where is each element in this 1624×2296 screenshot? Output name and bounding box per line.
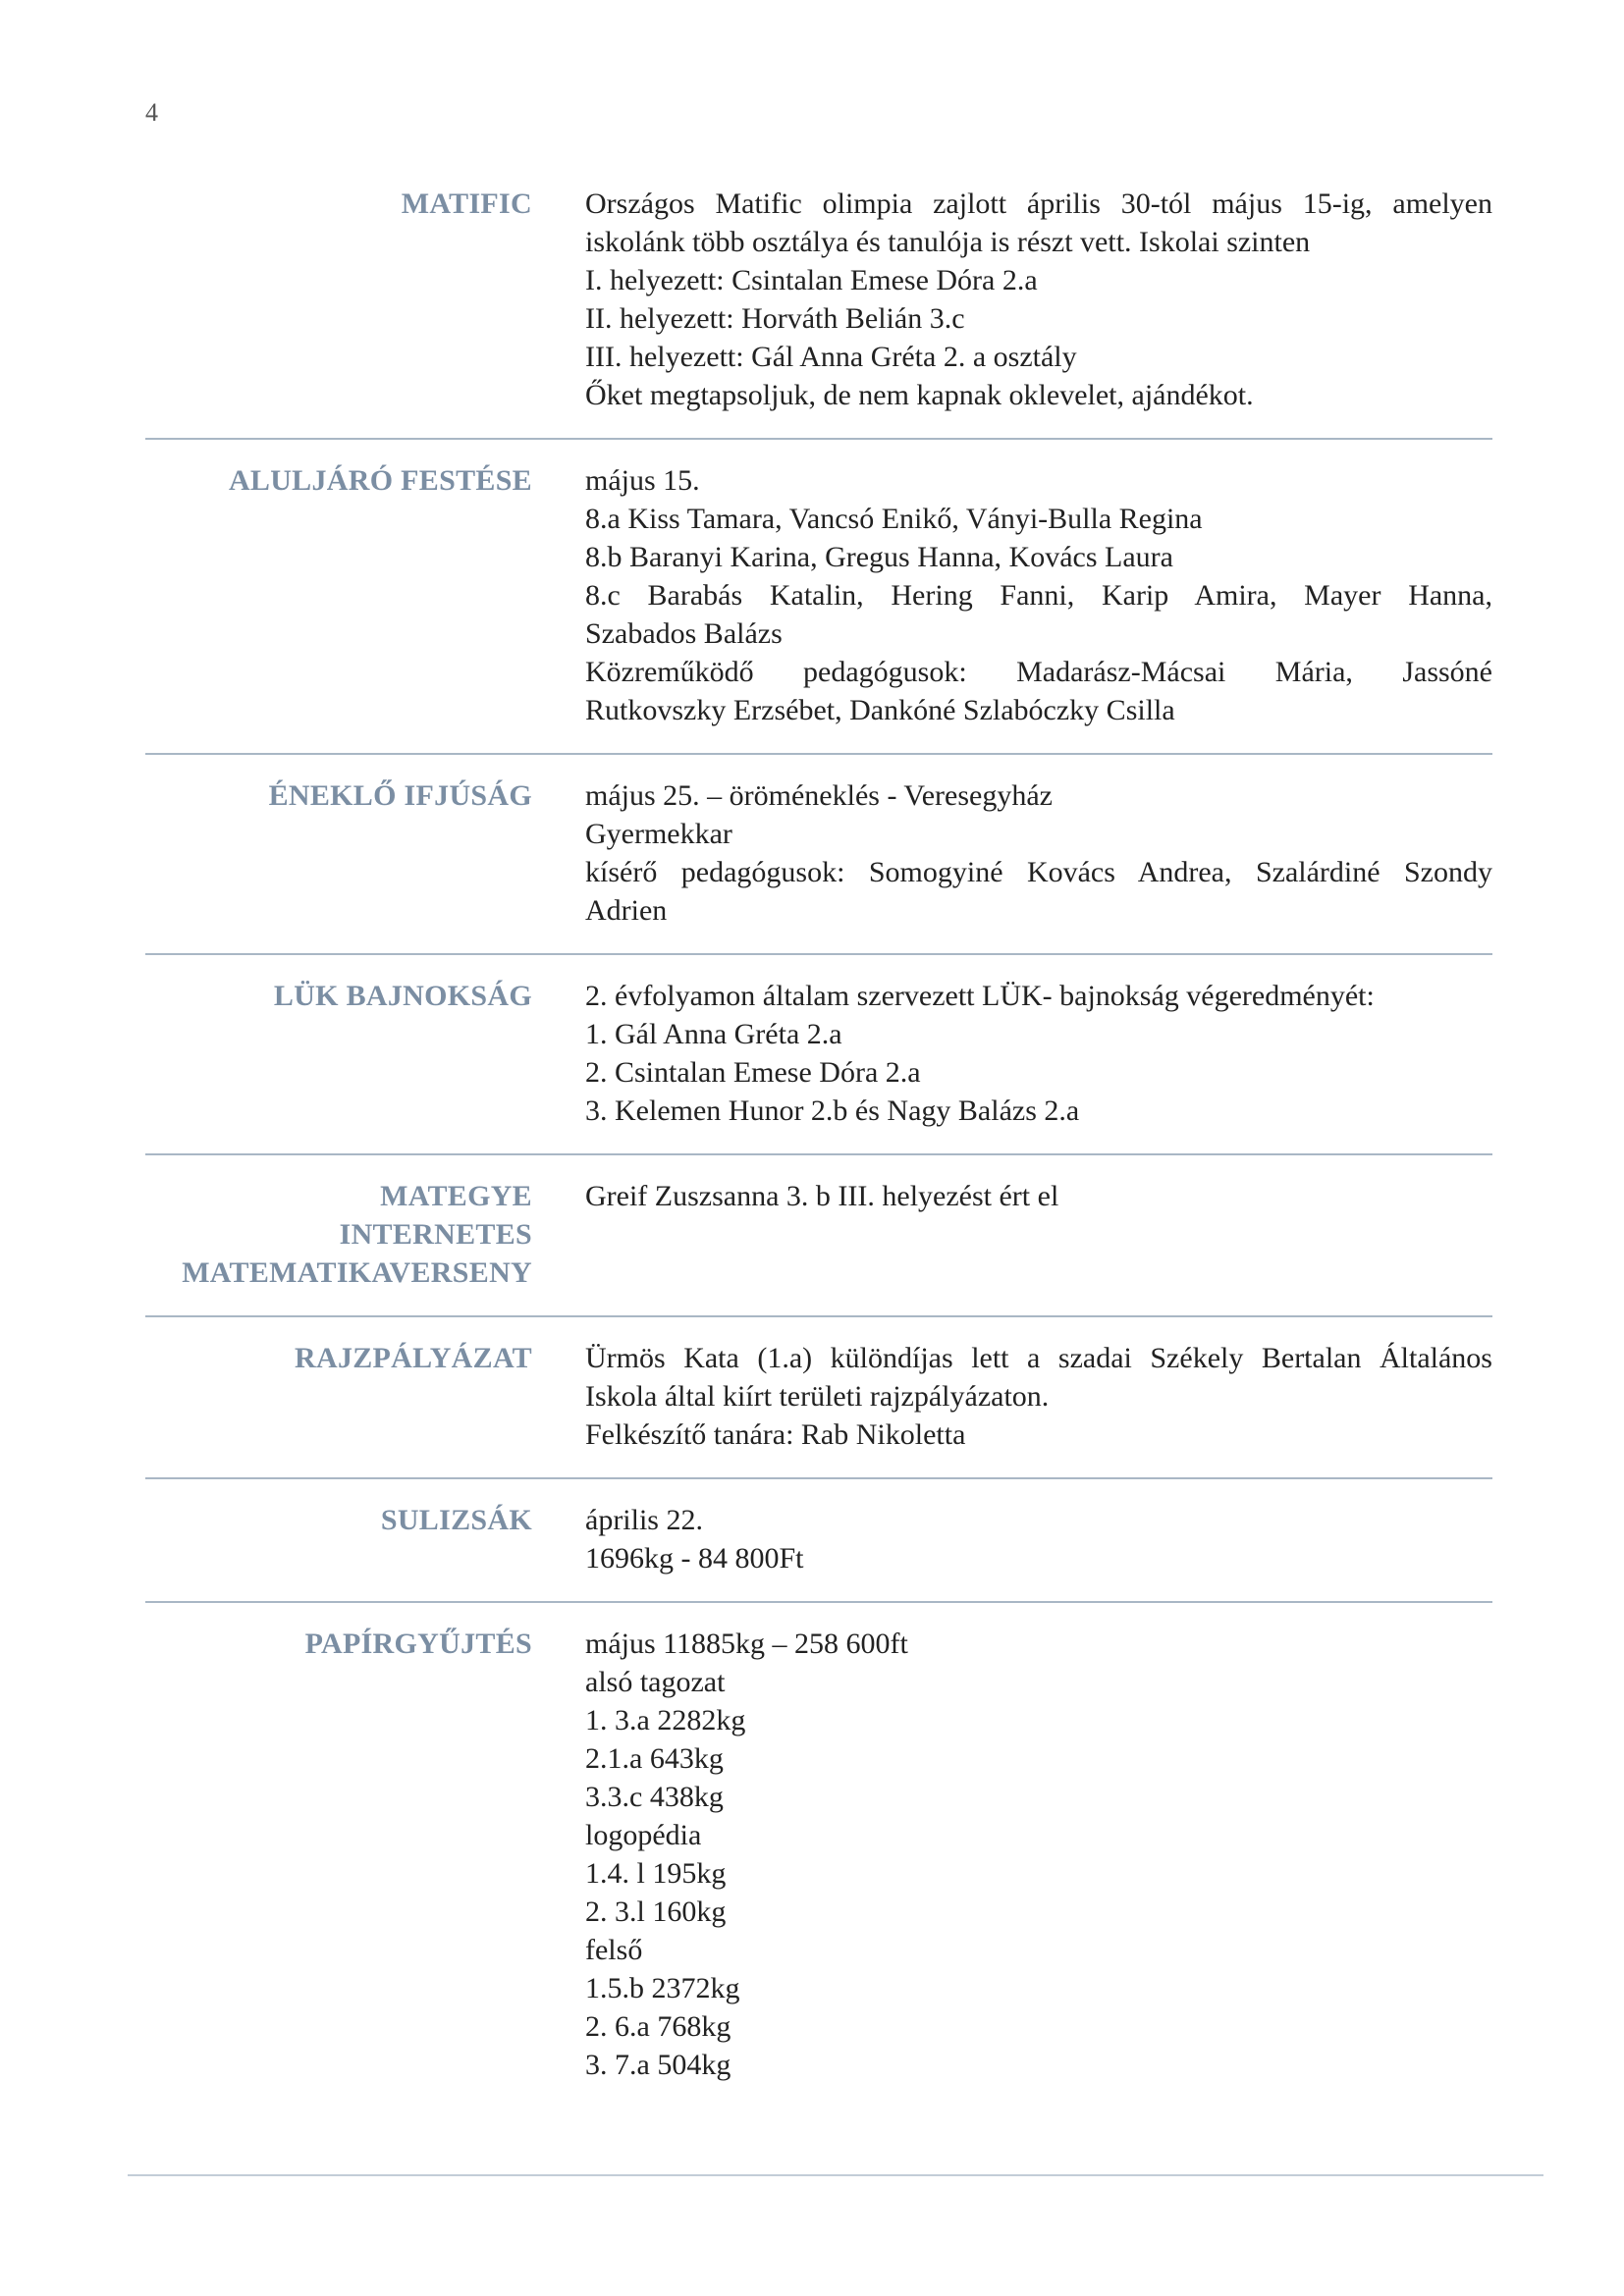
section-content [585,1339,1492,1454]
section-label: ALULJÁRÓ FESTÉSE [228,464,532,497]
content-line: 2. évfolyamon általam szervezett LÜK- bajnokság végeredményét: [585,980,1375,1012]
content-line: 1.4. l 195kg [585,1857,727,1890]
section-label: MATIFIC [401,187,532,220]
report-section [145,753,1492,953]
content-line: 3. 7.a 504kg [585,2049,731,2081]
content-line: 8.b Baranyi Karina, Gregus Hanna, Kovács Laura [585,541,1173,573]
content-line: kísérő pedagógusok: Somogyiné Kovács Andrea, Szalárdiné Szondy [585,856,1492,888]
content-line: felső [585,1934,643,1966]
content-line: 8.c Barabás Katalin, Hering Fanni, Karip Amira, Mayer Hanna, [585,579,1492,612]
page-number: 4 [145,98,158,127]
report-section [145,1601,1492,2108]
content-line: Felkészítő tanára: Rab Nikoletta [585,1418,966,1451]
content-line: 2. 6.a 768kg [585,2010,731,2043]
content-line: Rutkovszky Erzsébet, Dankóné Szlabóczky Csilla [585,694,1175,726]
content-line: Gyermekkar [585,818,732,850]
content-line: Őket megtapsoljuk, de nem kapnak oklevelet, ajándékot. [585,379,1254,411]
content-line: iskolánk több osztálya és tanulója is részt vett. Iskolai szinten [585,226,1311,258]
content-line: 1696kg - 84 800Ft [585,1542,804,1575]
section-label: PAPÍRGYŰJTÉS [304,1628,532,1660]
content-line: I. helyezett: Csintalan Emese Dóra 2.a [585,264,1038,296]
section-content [585,185,1492,414]
content-line: alsó tagozat [585,1666,726,1698]
report-section [145,953,1492,1153]
content-line: 8.a Kiss Tamara, Vancsó Enikő, Ványi-Bulla Regina [585,503,1203,535]
section-content [585,776,1492,930]
content-line: április 22. [585,1504,703,1536]
content-line: 1.5.b 2372kg [585,1972,740,2004]
section-label: SULIZSÁK [380,1504,532,1536]
content-line: május 25. – öröméneklés - Veresegyház [585,779,1053,812]
content-line: 3.3.c 438kg [585,1781,724,1813]
section-content [585,1625,1492,2084]
content-line: Ürmös Kata (1.a) különdíjas lett a szadai Székely Bertalan Általános [585,1342,1492,1374]
content-line: 2. 3.l 160kg [585,1896,727,1928]
section-content [585,1177,1492,1292]
section-label: ÉNEKLŐ IFJÚSÁG [268,779,532,812]
content-line: 2. Csintalan Emese Dóra 2.a [585,1056,921,1089]
section-label: RAJZPÁLYÁZAT [295,1342,532,1374]
report-section [145,1477,1492,1601]
section-content [585,1501,1492,1577]
section-label: LÜK BAJNOKSÁG [273,980,532,1012]
content-line: 2.1.a 643kg [585,1742,724,1775]
report-sections [145,177,1492,2108]
content-line: III. helyezett: Gál Anna Gréta 2. a osztály [585,341,1077,373]
content-line: május 11885kg – 258 600ft [585,1628,908,1660]
content-line: Greif Zuszsanna 3. b III. helyezést ért el [585,1180,1059,1212]
content-line: logopédia [585,1819,702,1851]
content-line: Országos Matific olimpia zajlott április 30-tól május 15-ig, amelyen [585,187,1492,220]
content-line: 3. Kelemen Hunor 2.b és Nagy Balázs 2.a [585,1095,1080,1127]
content-line: 1. 3.a 2282kg [585,1704,746,1736]
footer-rule [128,2174,1543,2176]
content-line: 1. Gál Anna Gréta 2.a [585,1018,842,1050]
content-line: május 15. [585,464,700,497]
content-line: Iskola által kiírt területi rajzpályázaton. [585,1380,1050,1413]
content-line: Adrien [585,894,668,927]
content-line: Szabados Balázs [585,617,783,650]
content-line: Közreműködő pedagógusok: Madarász-Mácsai Mária, Jassóné [585,656,1492,688]
report-section [145,438,1492,753]
section-label: MATEGYE INTERNETES MATEMATIKAVERSENY [182,1180,532,1289]
report-section [145,1315,1492,1477]
report-section [145,1153,1492,1315]
report-section [145,177,1492,438]
content-line: II. helyezett: Horváth Belián 3.c [585,302,965,335]
section-content [585,977,1492,1130]
section-content [585,461,1492,729]
